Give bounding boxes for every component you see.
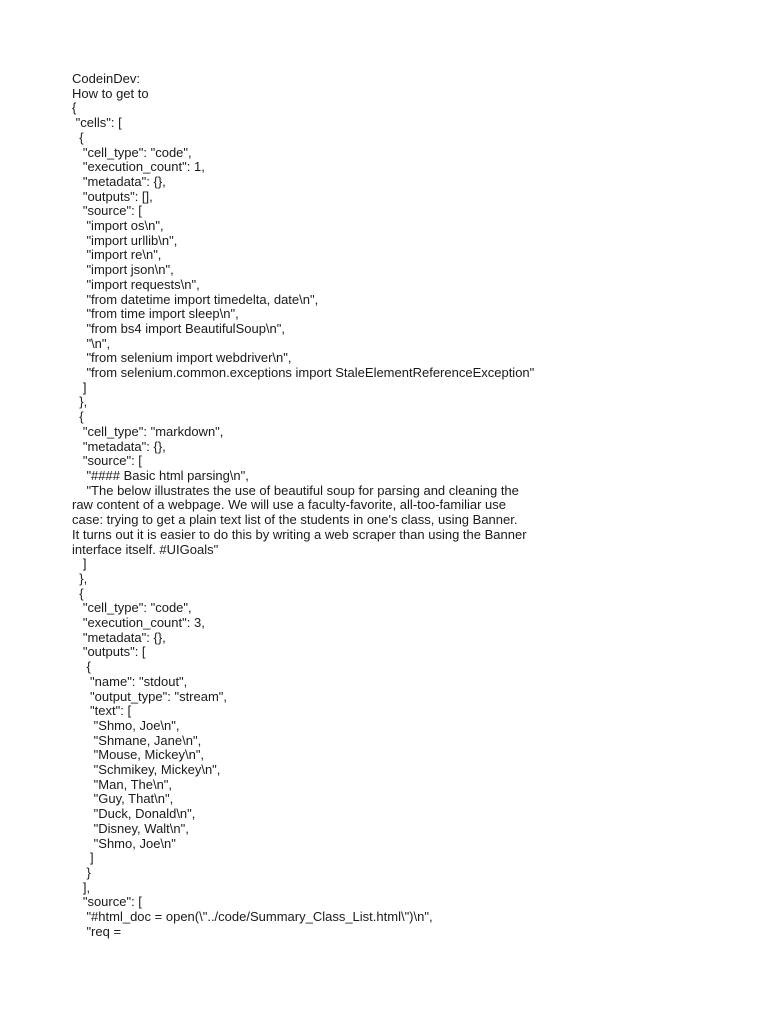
text-line: { xyxy=(72,129,84,145)
text-line: "Shmo, Joe\n" xyxy=(72,835,176,851)
text-line: ] xyxy=(72,556,87,572)
text-line: "import os\n", xyxy=(72,218,164,234)
text-line: "Shmo, Joe\n", xyxy=(72,717,180,733)
text-line: { xyxy=(72,409,84,425)
text-line: "from datetime import timedelta, date\n", xyxy=(72,291,319,307)
text-line: { xyxy=(72,100,77,116)
text-line: "metadata": {}, xyxy=(72,629,166,645)
text-line: "Mouse, Mickey\n", xyxy=(72,747,205,763)
text-line: interface itself. #UIGoals" xyxy=(72,541,219,557)
text-line: "Disney, Walt\n", xyxy=(72,820,189,836)
text-line: "name": "stdout", xyxy=(72,673,188,689)
text-line: "Duck, Donald\n", xyxy=(72,806,196,822)
text-line: "outputs": [ xyxy=(72,644,146,660)
text-line: ] xyxy=(72,850,94,866)
text-line: "import urllib\n", xyxy=(72,232,178,248)
text-line: It turns out it is easier to do this by writing a web scraper than using the Banner xyxy=(72,526,527,542)
text-line: "#### Basic html parsing\n", xyxy=(72,467,249,483)
text-line: "Man, The\n", xyxy=(72,776,173,792)
text-line: raw content of a webpage. We will use a faculty-favorite, all-too-familiar use xyxy=(72,497,507,513)
text-line: }, xyxy=(72,394,88,410)
text-line: "cell_type": "markdown", xyxy=(72,423,224,439)
text-line: "cell_type": "code", xyxy=(72,144,192,160)
text-line: "source": [ xyxy=(72,894,142,910)
text-line: How to get to xyxy=(72,85,149,101)
text-line: "Guy, That\n", xyxy=(72,791,174,807)
text-line: "outputs": [], xyxy=(72,188,153,204)
text-line: "execution_count": 3, xyxy=(72,615,205,631)
text-line: "metadata": {}, xyxy=(72,438,166,454)
text-line: "#html_doc = open(\"../code/Summary_Class_List.html\")\n", xyxy=(72,909,433,925)
text-line: "from time import sleep\n", xyxy=(72,306,239,322)
document-page xyxy=(72,72,704,939)
text-line: "text": [ xyxy=(72,703,132,719)
text-line: { xyxy=(72,585,84,601)
text-line: }, xyxy=(72,570,88,586)
text-line: { xyxy=(72,659,91,675)
text-line: "source": [ xyxy=(72,203,142,219)
text-line: "import re\n", xyxy=(72,247,162,263)
text-line: "import json\n", xyxy=(72,262,174,278)
text-line: "Shmane, Jane\n", xyxy=(72,732,202,748)
text-line: "metadata": {}, xyxy=(72,173,166,189)
text-line: "source": [ xyxy=(72,453,142,469)
text-line: "from selenium import webdriver\n", xyxy=(72,350,292,366)
text-line: "output_type": "stream", xyxy=(72,688,228,704)
text-line: case: trying to get a plain text list of the students in one's class, using Banner. xyxy=(72,512,518,528)
text-line: CodeinDev: xyxy=(72,71,140,86)
text-line: ], xyxy=(72,879,91,895)
text-line: "\n", xyxy=(72,335,111,351)
text-line: "from selenium.common.exceptions import StaleElementReferenceException" xyxy=(72,365,535,381)
text-line: ] xyxy=(72,379,87,395)
text-line: "cells": [ xyxy=(72,115,122,131)
text-line: "from bs4 import BeautifulSoup\n", xyxy=(72,320,285,336)
text-line: "execution_count": 1, xyxy=(72,159,205,175)
text-line: } xyxy=(72,864,91,880)
text-line: "cell_type": "code", xyxy=(72,600,192,616)
text-line: "Schmikey, Mickey\n", xyxy=(72,762,221,778)
text-line: "The below illustrates the use of beautiful soup for parsing and cleaning the xyxy=(72,482,519,498)
text-line: "req = xyxy=(72,923,122,939)
text-line: "import requests\n", xyxy=(72,276,200,292)
